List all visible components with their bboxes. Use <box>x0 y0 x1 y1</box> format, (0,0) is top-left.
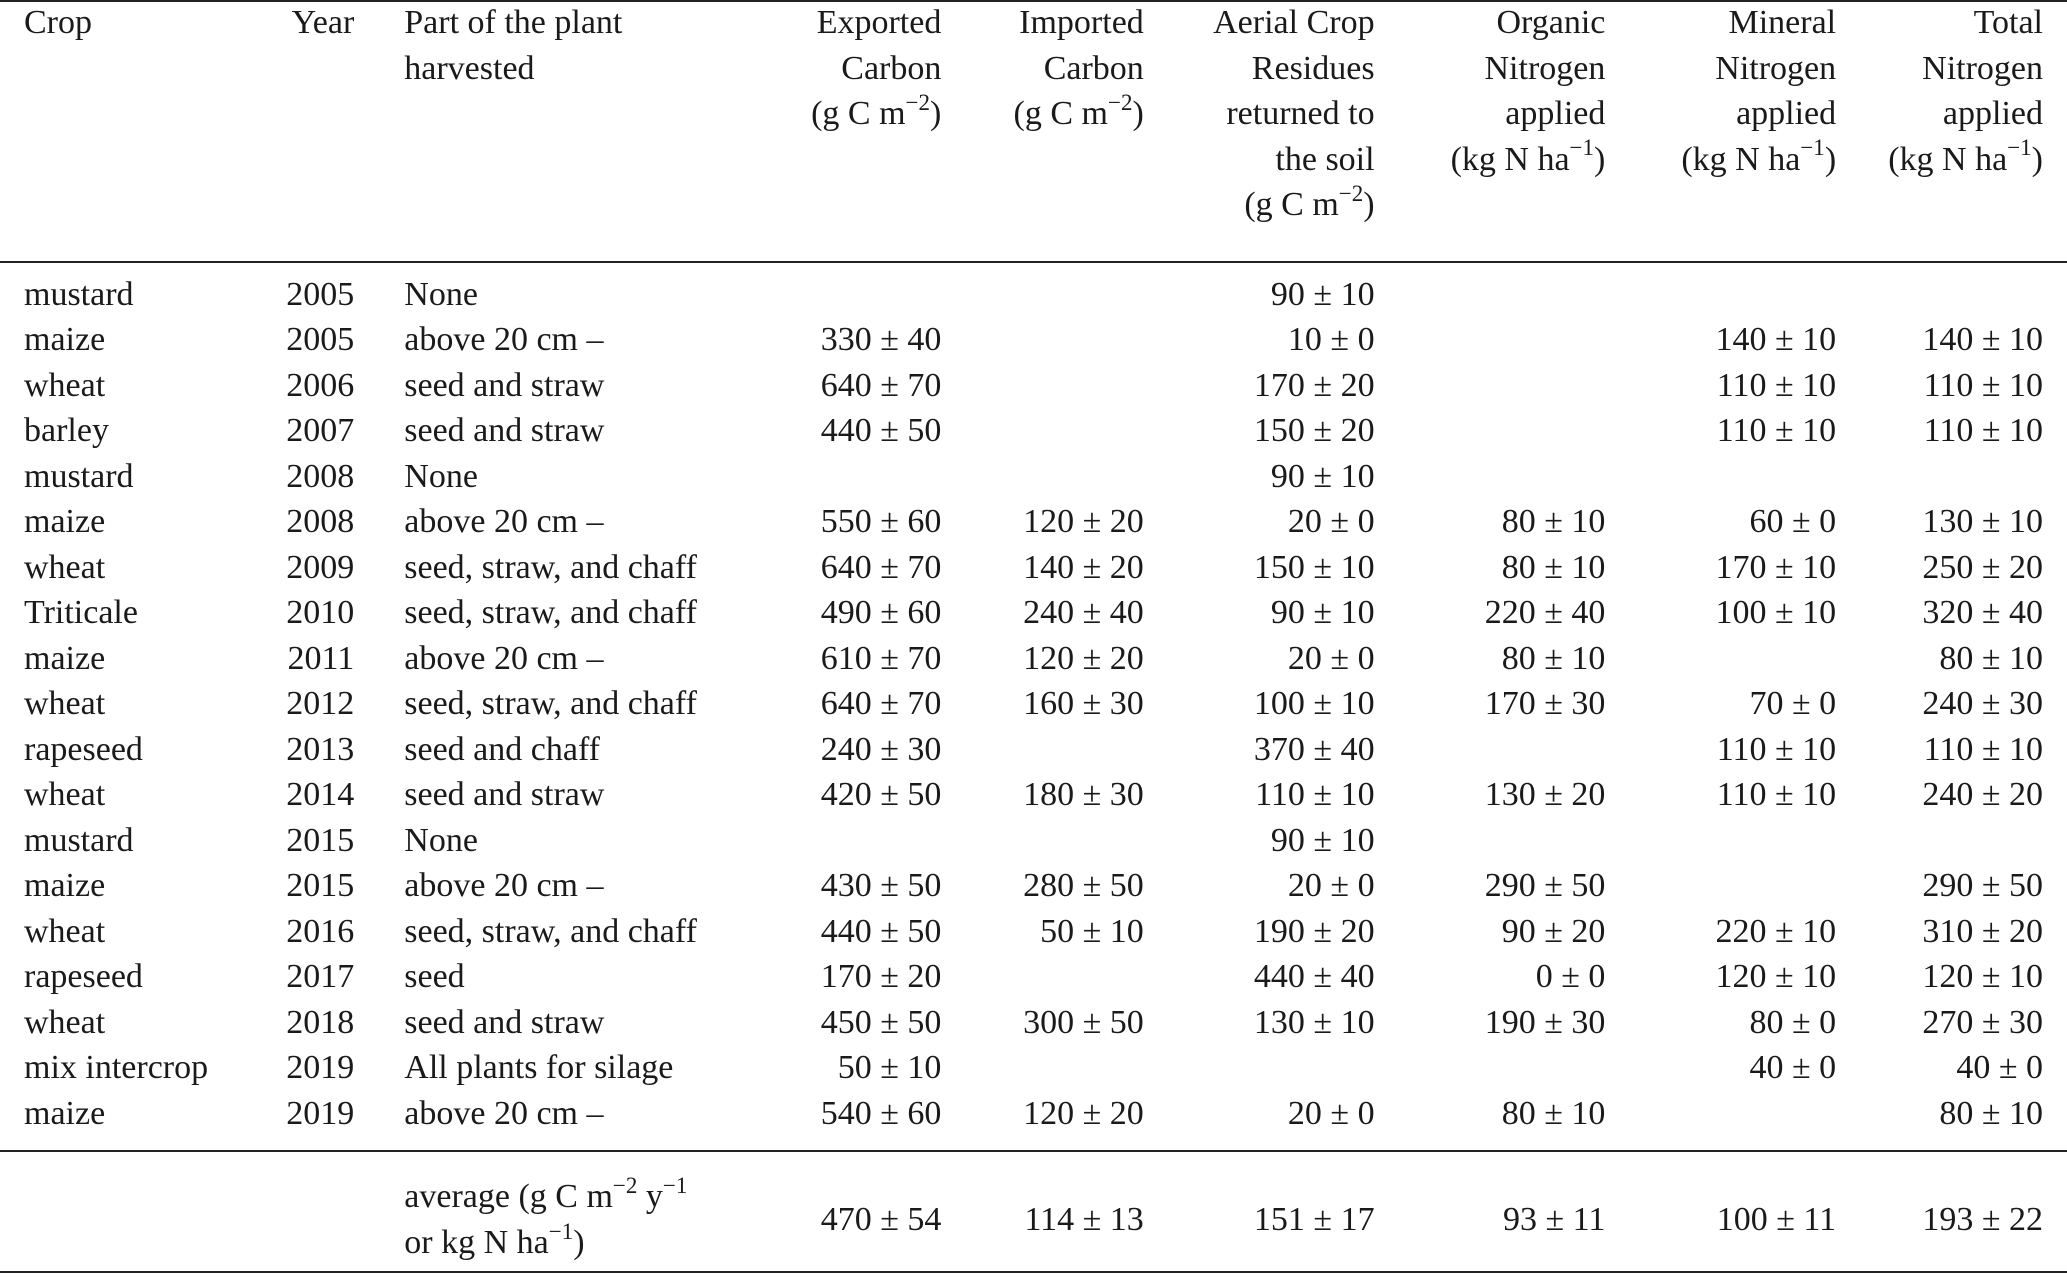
cell-year: 2019 <box>286 1094 355 1132</box>
cell-organic-nitrogen: 80 ± 10 <box>1501 639 1606 677</box>
cell-aerial-residues: 370 ± 40 <box>1253 730 1375 768</box>
average-label: average (g C $m^{-2}$ $y^{-1}$ or kg N $ha^{-1}$) <box>404 1172 688 1261</box>
cell-part: seed <box>404 958 465 995</box>
cell-crop: rapeseed <box>24 958 143 995</box>
cell-crop: maize <box>24 321 106 358</box>
table-body <box>0 256 2067 1137</box>
cell-total-nitrogen: 240 ± 20 <box>1922 776 2043 813</box>
cell-imported-carbon: 120 ± 20 <box>1023 503 1144 540</box>
cell-crop: mustard <box>24 821 134 859</box>
cell-part: above 20 cm – <box>404 1094 604 1132</box>
cell-imported-carbon <box>941 954 1143 1000</box>
table-row <box>0 590 2067 636</box>
cell-total-nitrogen: 290 ± 50 <box>1922 867 2043 904</box>
cell-part: All plants for silage <box>404 1049 674 1086</box>
table-row <box>0 909 2067 955</box>
table-row <box>0 256 2067 318</box>
cell-year: 2008 <box>286 503 355 540</box>
cell-aerial-residues: 170 ± 20 <box>1253 366 1375 404</box>
cell-imported-carbon: 300 ± 50 <box>1023 1003 1144 1041</box>
cell-organic-nitrogen <box>1375 818 1606 864</box>
cell-organic-nitrogen <box>1375 1045 1606 1091</box>
cell-total-nitrogen <box>1836 454 2067 500</box>
cell-organic-nitrogen: 80 ± 10 <box>1501 1094 1606 1132</box>
cell-year: 2016 <box>286 912 355 950</box>
cell-organic-nitrogen <box>1375 727 1606 773</box>
cell-part: seed, straw, and chaff <box>404 594 697 631</box>
cell-total-nitrogen: 110 ± 10 <box>1923 412 2043 449</box>
table-row <box>0 863 2067 909</box>
cell-year: 2012 <box>286 685 355 722</box>
cell-organic-nitrogen <box>1375 408 1606 454</box>
cell-mineral-nitrogen: 110 ± 10 <box>1716 366 1837 404</box>
cell-aerial-residues: 10 ± 0 <box>1287 321 1375 358</box>
table-average <box>0 1136 2067 1278</box>
header-year: Year <box>291 4 355 41</box>
cell-total-nitrogen: 310 ± 20 <box>1922 912 2043 950</box>
cell-imported-carbon: 140 ± 20 <box>1023 548 1144 586</box>
cell-aerial-residues <box>1144 1045 1375 1091</box>
cell-crop: wheat <box>24 685 106 722</box>
table-row <box>0 1045 2067 1091</box>
table-row <box>0 636 2067 682</box>
cell-mineral-nitrogen <box>1605 454 1836 500</box>
average-organic: 93 ± 11 <box>1502 1201 1606 1239</box>
cell-aerial-residues: 20 ± 0 <box>1287 503 1375 540</box>
cell-total-nitrogen: 120 ± 10 <box>1922 958 2043 995</box>
cell-year: 2014 <box>286 776 355 813</box>
cell-exported-carbon: 430 ± 50 <box>820 867 942 904</box>
cell-exported-carbon: 550 ± 60 <box>820 503 942 540</box>
cell-mineral-nitrogen: 60 ± 0 <box>1749 503 1837 540</box>
cell-exported-carbon: 540 ± 60 <box>820 1094 942 1132</box>
cell-exported-carbon: 640 ± 70 <box>820 548 942 586</box>
cell-mineral-nitrogen <box>1605 863 1836 909</box>
cell-mineral-nitrogen: 100 ± 10 <box>1715 594 1837 631</box>
table-row <box>0 499 2067 545</box>
cell-imported-carbon: 120 ± 20 <box>1023 1094 1144 1132</box>
cell-crop: Triticale <box>24 594 138 631</box>
cell-year: 2010 <box>286 594 355 631</box>
cell-total-nitrogen: 250 ± 20 <box>1922 548 2043 586</box>
table-row <box>0 317 2067 363</box>
cell-mineral-nitrogen: 110 ± 10 <box>1716 412 1837 449</box>
cell-part: None <box>404 821 478 859</box>
cell-total-nitrogen: 130 ± 10 <box>1922 503 2043 540</box>
cell-exported-carbon: 450 ± 50 <box>820 1003 942 1041</box>
cell-year: 2015 <box>286 821 355 859</box>
cell-exported-carbon: 330 ± 40 <box>820 321 942 358</box>
cell-mineral-nitrogen: 110 ± 10 <box>1716 730 1837 768</box>
cell-total-nitrogen: 320 ± 40 <box>1922 594 2043 631</box>
table-row <box>0 363 2067 409</box>
cell-mineral-nitrogen: 140 ± 10 <box>1715 321 1837 358</box>
cell-exported-carbon <box>759 454 941 500</box>
cell-crop: maize <box>24 867 106 904</box>
cell-year: 2005 <box>286 275 355 313</box>
cell-aerial-residues: 190 ± 20 <box>1253 912 1375 950</box>
header-crop: Crop <box>24 4 92 41</box>
cell-aerial-residues: 130 ± 10 <box>1253 1003 1375 1041</box>
cell-organic-nitrogen: 190 ± 30 <box>1484 1003 1606 1041</box>
cell-part: None <box>404 275 478 313</box>
table-row <box>0 954 2067 1000</box>
cell-aerial-residues: 150 ± 10 <box>1253 548 1375 586</box>
cell-mineral-nitrogen: 120 ± 10 <box>1715 958 1837 995</box>
average-imported: 114 ± 13 <box>1024 1201 1144 1239</box>
cell-exported-carbon <box>759 818 941 864</box>
cell-exported-carbon: 50 ± 10 <box>837 1049 942 1086</box>
table-header <box>0 0 2067 256</box>
cell-total-nitrogen: 110 ± 10 <box>1923 730 2043 768</box>
cell-imported-carbon <box>941 363 1143 409</box>
cell-imported-carbon <box>941 454 1143 500</box>
average-total: 193 ± 22 <box>1922 1201 2043 1239</box>
cell-aerial-residues: 20 ± 0 <box>1287 639 1375 677</box>
cell-total-nitrogen: 80 ± 10 <box>1939 1094 2043 1132</box>
cell-total-nitrogen <box>1836 256 2067 318</box>
cell-organic-nitrogen: 0 ± 0 <box>1535 958 1606 995</box>
cell-imported-carbon: 50 ± 10 <box>1040 912 1144 950</box>
cell-year: 2006 <box>286 366 355 404</box>
cell-year: 2011 <box>287 639 355 677</box>
cell-total-nitrogen: 80 ± 10 <box>1939 639 2043 677</box>
table-row <box>0 772 2067 818</box>
cell-exported-carbon: 170 ± 20 <box>820 958 942 995</box>
cell-exported-carbon: 440 ± 50 <box>820 912 942 950</box>
cell-year: 2017 <box>286 958 355 995</box>
cell-year: 2018 <box>286 1003 355 1041</box>
cell-aerial-residues: 440 ± 40 <box>1253 958 1375 995</box>
cell-aerial-residues: 90 ± 10 <box>1270 821 1375 859</box>
cell-imported-carbon <box>941 317 1143 363</box>
header-mineral-nitrogen: Mineral Nitrogen applied (kg N $ha^{-1}$) <box>1681 4 1837 178</box>
cell-total-nitrogen: 240 ± 30 <box>1922 685 2043 722</box>
table-row <box>0 408 2067 454</box>
cell-imported-carbon: 180 ± 30 <box>1023 776 1144 813</box>
cell-crop: maize <box>24 503 106 540</box>
cell-part: above 20 cm – <box>404 503 604 540</box>
table-row <box>0 1000 2067 1046</box>
cell-part: seed and straw <box>404 366 605 404</box>
cell-exported-carbon: 640 ± 70 <box>820 366 942 404</box>
cell-organic-nitrogen: 80 ± 10 <box>1501 548 1606 586</box>
cell-exported-carbon: 440 ± 50 <box>820 412 942 449</box>
average-mineral: 100 ± 11 <box>1716 1201 1837 1239</box>
cell-part: seed, straw, and chaff <box>404 685 697 722</box>
cell-year: 2005 <box>286 321 355 358</box>
cell-exported-carbon: 640 ± 70 <box>820 685 942 722</box>
table-row <box>0 818 2067 864</box>
cell-year: 2007 <box>286 412 355 449</box>
cell-mineral-nitrogen: 110 ± 10 <box>1716 776 1837 813</box>
cell-imported-carbon: 160 ± 30 <box>1023 685 1144 722</box>
table-row <box>0 727 2067 773</box>
cell-part: above 20 cm – <box>404 867 604 904</box>
cell-crop: mix intercrop <box>24 1049 209 1086</box>
average-crop-cell <box>0 1162 278 1278</box>
cell-exported-carbon <box>759 256 941 318</box>
cell-aerial-residues: 90 ± 10 <box>1270 594 1375 631</box>
cell-aerial-residues: 20 ± 0 <box>1287 867 1375 904</box>
cell-exported-carbon: 490 ± 60 <box>820 594 942 631</box>
cell-imported-carbon <box>941 1045 1143 1091</box>
cell-part: above 20 cm – <box>404 321 604 358</box>
cell-year: 2008 <box>286 457 355 495</box>
cell-total-nitrogen: 140 ± 10 <box>1922 321 2043 358</box>
cell-organic-nitrogen <box>1375 454 1606 500</box>
cell-exported-carbon: 240 ± 30 <box>820 730 942 768</box>
cell-organic-nitrogen <box>1375 317 1606 363</box>
cell-crop: rapeseed <box>24 730 143 768</box>
cell-part: seed and chaff <box>404 730 600 768</box>
cell-crop: wheat <box>24 366 106 404</box>
average-row <box>0 1162 2067 1278</box>
cell-exported-carbon: 610 ± 70 <box>820 639 942 677</box>
cell-part: None <box>404 457 478 495</box>
cell-aerial-residues: 90 ± 10 <box>1270 275 1375 313</box>
cell-crop: wheat <box>24 548 106 586</box>
cell-year: 2009 <box>286 548 355 586</box>
cell-organic-nitrogen: 290 ± 50 <box>1484 867 1606 904</box>
cell-crop: mustard <box>24 457 134 495</box>
cell-mineral-nitrogen <box>1605 256 1836 318</box>
cell-imported-carbon <box>941 256 1143 318</box>
header-total-nitrogen: Total Nitrogen applied (kg N $ha^{-1}$) <box>1888 4 2043 178</box>
header-part: Part of the plant harvested <box>404 4 623 87</box>
cell-total-nitrogen: 270 ± 30 <box>1922 1003 2043 1041</box>
header-imported-carbon: Imported Carbon (g C $m^{-2}$) <box>1013 4 1144 132</box>
cell-mineral-nitrogen: 40 ± 0 <box>1749 1049 1837 1086</box>
average-year-cell <box>278 1162 354 1278</box>
cell-organic-nitrogen: 90 ± 20 <box>1501 912 1606 950</box>
cell-organic-nitrogen: 80 ± 10 <box>1501 503 1606 540</box>
cell-mineral-nitrogen <box>1605 818 1836 864</box>
cell-total-nitrogen: 110 ± 10 <box>1923 366 2043 404</box>
cell-imported-carbon <box>941 408 1143 454</box>
cell-aerial-residues: 100 ± 10 <box>1253 685 1375 722</box>
cell-mineral-nitrogen: 220 ± 10 <box>1715 912 1837 950</box>
cell-mineral-nitrogen: 170 ± 10 <box>1715 548 1837 586</box>
cell-organic-nitrogen: 130 ± 20 <box>1484 776 1606 813</box>
cell-year: 2013 <box>286 730 355 768</box>
cell-part: seed and straw <box>404 1003 605 1041</box>
cell-imported-carbon: 280 ± 50 <box>1023 867 1144 904</box>
cell-part: seed and straw <box>404 776 605 813</box>
cell-organic-nitrogen: 170 ± 30 <box>1484 685 1606 722</box>
cell-imported-carbon <box>941 818 1143 864</box>
cell-aerial-residues: 20 ± 0 <box>1287 1094 1375 1132</box>
table-row <box>0 1091 2067 1137</box>
cell-crop: maize <box>24 639 106 677</box>
cell-year: 2015 <box>286 867 355 904</box>
header-exported-carbon: Exported Carbon (g C $m^{-2}$) <box>811 4 942 132</box>
cell-mineral-nitrogen <box>1605 1091 1836 1137</box>
table-row <box>0 454 2067 500</box>
table-row <box>0 545 2067 591</box>
cell-organic-nitrogen: 220 ± 40 <box>1484 594 1606 631</box>
cell-crop: barley <box>24 412 109 449</box>
cell-crop: wheat <box>24 912 106 950</box>
average-aerial: 151 ± 17 <box>1253 1201 1375 1239</box>
header-organic-nitrogen: Organic Nitrogen applied (kg N $ha^{-1}$) <box>1450 4 1606 178</box>
cell-part: above 20 cm – <box>404 639 604 677</box>
cell-part: seed, straw, and chaff <box>404 548 697 586</box>
cell-imported-carbon: 240 ± 40 <box>1023 594 1144 631</box>
cell-crop: wheat <box>24 776 106 813</box>
header-aerial-residues: Aerial Crop Residues returned to the soil (g C $m^{-2}$) <box>1213 4 1375 223</box>
cell-total-nitrogen <box>1836 818 2067 864</box>
cell-part: seed and straw <box>404 412 605 449</box>
cell-part: seed, straw, and chaff <box>404 912 697 950</box>
cell-aerial-residues: 110 ± 10 <box>1255 776 1375 813</box>
cell-year: 2019 <box>286 1049 355 1086</box>
table-row <box>0 681 2067 727</box>
cell-organic-nitrogen <box>1375 256 1606 318</box>
cell-crop: mustard <box>24 275 134 313</box>
average-exported: 470 ± 54 <box>820 1201 942 1239</box>
cell-organic-nitrogen <box>1375 363 1606 409</box>
cell-mineral-nitrogen: 70 ± 0 <box>1749 685 1837 722</box>
cell-aerial-residues: 150 ± 20 <box>1253 412 1375 449</box>
cell-total-nitrogen: 40 ± 0 <box>1956 1049 2043 1086</box>
cell-exported-carbon: 420 ± 50 <box>820 776 942 813</box>
cell-crop: wheat <box>24 1003 106 1041</box>
cell-imported-carbon: 120 ± 20 <box>1023 639 1144 677</box>
cell-aerial-residues: 90 ± 10 <box>1270 457 1375 495</box>
cell-crop: maize <box>24 1094 106 1132</box>
cell-imported-carbon <box>941 727 1143 773</box>
cell-mineral-nitrogen <box>1605 636 1836 682</box>
cell-mineral-nitrogen: 80 ± 0 <box>1749 1003 1837 1041</box>
